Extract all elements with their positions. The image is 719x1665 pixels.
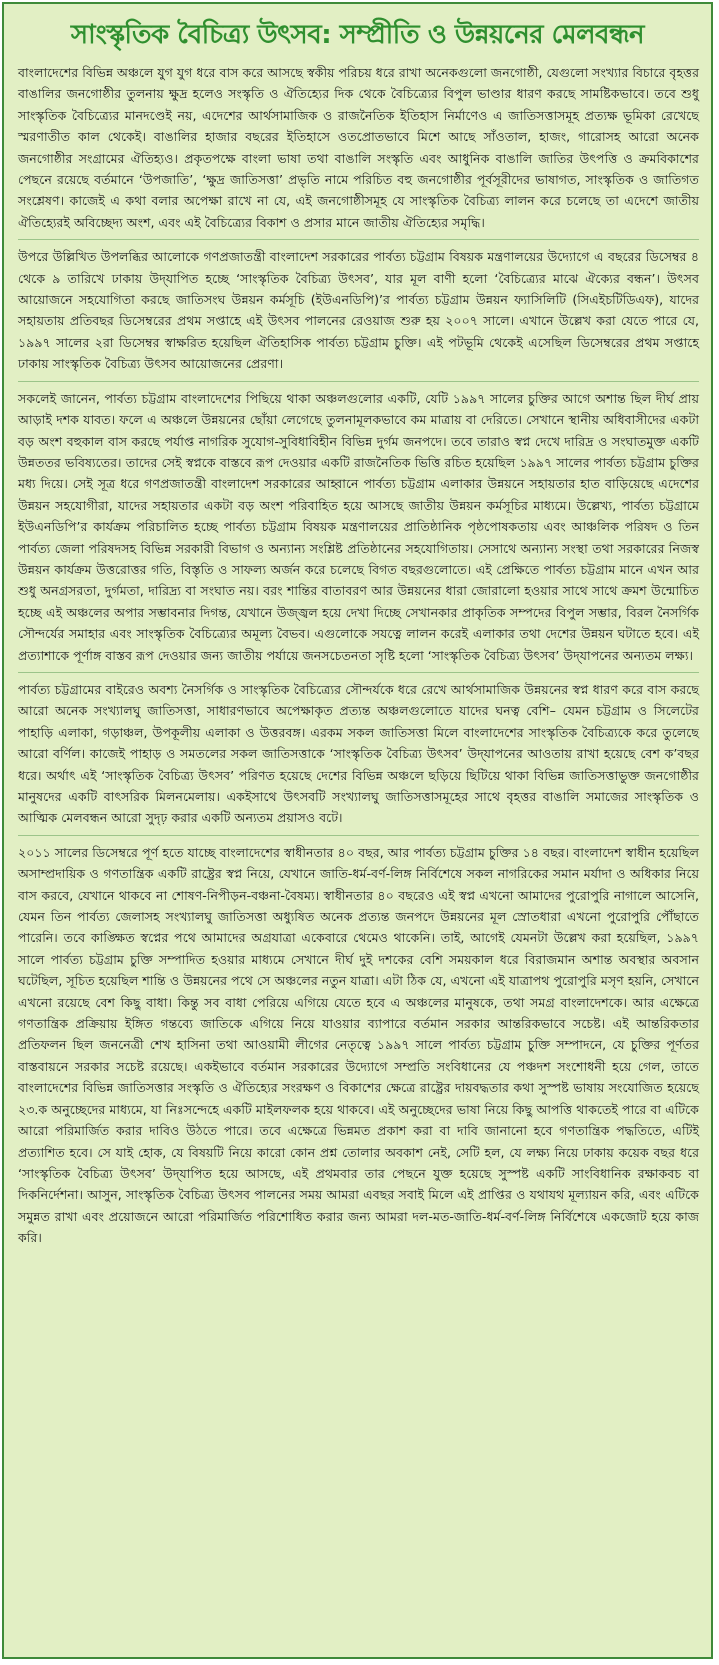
- paragraph-2: উপরে উল্লিখিত উপলব্ধির আলোকে গণপ্রজাতন্ত্রী বাংলাদেশ সরকারের পার্বত্য চট্টগ্রাম বিষয়ক মন্ত্রণালয়ের উদ্যোগে এ বছরের ডিসেম্বর ৪ থেকে ৯ তারিখে ঢাকায় উদ্‌যাপিত হচ্ছে ‘সাংস্কৃতিক বৈচিত্র্য উৎসব’, যার মূল বাণী হলো ‘বৈচিত্র্যের মাঝে ঐক্যের বন্ধন’। উৎসব আয়োজনে সহযোগিতা করছে জাতিসংঘ উন্নয়ন কর্মসূচি (ইউএনডিপি)’র পার্বত্য চট্টগ্রাম উন্নয়ন ফ্যাসিলিটি (সিএইচটিডিএফ), যাদের সহায়তায় প্রতিবছর ডিসেম্বরের প্রথম সপ্তাহে এই উৎসব পালনের রেওয়াজ শুরু হয় ২০০৭ সালে। এখানে উল্লেখ করা যেতে পারে যে, ১৯৯৭ সালের ২রা ডিসেম্বর স্বাক্ষরিত হয়েছিল ঐতিহাসিক পার্বত্য চট্টগ্রাম চুক্তি। এই পটভূমি থেকেই এসেছিল ডিসেম্বরের প্রথম সপ্তাহে ঢাকায় সাংস্কৃতিক বৈচিত্র্য উৎসব আয়োজনের প্রেরণা।: [18, 249, 699, 372]
- paragraph-3: সকলেই জানেন, পার্বত্য চট্টগ্রাম বাংলাদেশের পিছিয়ে থাকা অঞ্চলগুলোর একটি, যেটি ১৯৯৭ সালের চুক্তির আগে অশান্ত ছিল দীর্ঘ প্রায় আড়াই দশক যাবত। ফলে এ অঞ্চলে উন্নয়নের ছোঁয়া লেগেছে তুলনামূলকভাবে কম মাত্রায় বা দেরিতে। সেখানে স্থানীয় অধিবাসীদের একটা বড় অংশ বহুকাল বাস করছে পর্যাপ্ত নাগরিক সুযোগ-সুবিধাবিহীন বিভিন্ন দুর্গম জনপদে। তবে তারাও স্বপ্ন দেখে দারিদ্র ও সংঘাতমুক্ত একটি উন্নততর ভবিষ্যতের। তাদের সেই স্বপ্নকে বাস্তবে রূপ দেওয়ার একটি রাজনৈতিক ভিত্তি রচিত হয়েছিল ১৯৯৭ সালের পার্বত্য চট্টগ্রাম চুক্তির মধ্য দিয়ে। সেই সূত্র ধরে গণপ্রজাতন্ত্রী বাংলাদেশ সরকারের আহ্বানে পার্বত্য চট্টগ্রাম এলাকার উন্নয়নে সহায়তার হাত বাড়িয়েছে এদেশের উন্নয়ন সহযোগীরা, যাদের সহায়তার একটা বড় অংশ পরিবাহিত হয়ে আসছে জাতীয় উন্নয়ন কর্মসূচির মাধ্যমে। উল্লেখ্য, পার্বত্য চট্টগ্রামে ইউএনডিপি’র কার্যক্রম পরিচালিত হচ্ছে পার্বত্য চট্টগ্রাম বিষয়ক মন্ত্রণালয়ের প্রাতিষ্ঠানিক পৃষ্ঠপোষকতায় এবং আঞ্চলিক পরিষদ ও তিন পার্বত্য জেলা পরিষদসহ বিভিন্ন সরকারী বিভাগ ও অন্যান্য সংশ্লিষ্ট প্রতিষ্ঠানের সহযোগিতায়। সেসাথে অন্যান্য সংস্থা তথা সরকারের নিজস্ব উন্নয়ন কার্যক্রম উত্তরোত্তর গতি, বিস্তৃতি ও সাফল্য অর্জন করে চলেছে বিগত বছরগুলোতে। এই প্রেক্ষিতে পার্বত্য চট্টগ্রাম মানে এখন আর শুধু অনগ্রসরতা, দুর্গমতা, দারিদ্র্য বা সংঘাত নয়। বরং শান্তির বাতাবরণ আর উন্নয়নের ধারা জোরালো হওয়ার সাথে সাথে ক্রমশ উন্মোচিত হচ্ছে এই অঞ্চলের অপার সম্ভাবনার দিগন্ত, যেখানে উজ্জ্বল হয়ে দেখা দিচ্ছে সেখানকার প্রাকৃতিক সম্পদের বিপুল সম্ভার, বিরল নৈসর্গিক সৌন্দর্যের সমাহার এবং সাংস্কৃতিক বৈচিত্র্যের অমূল্য বৈভব। এগুলোকে সযত্নে লালন করেই এলাকার তথা দেশের উন্নয়ন ঘটাতে হবে। এই প্রত্যাশাকে পূর্ণাঙ্গ বাস্তব রূপ দেওয়ার জন্য জাতীয় পর্যায়ে জনসচেতনতা সৃষ্টি হলো ‘সাংস্কৃতিক বৈচিত্র্য উৎসব’ উদ্‌যাপনের অন্যতম লক্ষ্য।: [18, 390, 699, 663]
- paragraph-divider: [18, 239, 699, 240]
- article-page: [2, 2, 713, 1659]
- paragraph-4: পার্বত্য চট্টগ্রামের বাইরেও অবশ্য নৈসর্গিক ও সাংস্কৃতিক বৈচিত্র্যের সৌন্দর্যকে ধরে রেখে আর্থসামাজিক উন্নয়নের স্বপ্ন ধারণ করে বাস করছে আরো অনেক সংখ্যালঘু জাতিসত্তা, সাধারণভাবে অপেক্ষাকৃত প্রত্যন্ত অঞ্চলগুলোতে যাদের ঘনত্ব বেশি– যেমন চট্টগ্রাম ও সিলেটের পাহাড়ি এলাকা, গড়াঞ্চল, উপকূলীয় এলাকা ও উত্তরবঙ্গ। এরকম সকল জাতিসত্তা মিলে বাংলাদেশের সাংস্কৃতিক বৈচিত্র্যকে করে তুলেছে আরো বর্ণিল। কাজেই পাহাড় ও সমতলের সকল জাতিসত্তাকে ‘সাংস্কৃতিক বৈচিত্র্য উৎসব’ উদ্‌যাপনের আওতায় রাখা হয়েছে বেশ ক’বছর ধরে। অর্থাৎ এই ‘সাংস্কৃতিক বৈচিত্র্য উৎসব’ পরিণত হয়েছে দেশের বিভিন্ন অঞ্চলে ছড়িয়ে ছিটিয়ে থাকা বিভিন্ন জাতিসত্তাভুক্ত জনগোষ্ঠীর মানুষদের একটি বাৎসরিক মিলনমেলায়। একইসাথে উৎসবটি সংখ্যালঘু জাতিসত্তাসমূহের সাথে বৃহত্তর বাঙালি সমাজের সাংস্কৃতিক ও আত্মিক মেলবন্ধন আরো সুদৃঢ় করার একটি অন্যতম প্রয়াসও বটে।: [18, 681, 699, 826]
- paragraph-divider: [18, 835, 699, 836]
- article-body: [4, 62, 711, 1249]
- paragraph-divider: [18, 381, 699, 382]
- paragraph-divider: [18, 672, 699, 673]
- paragraph-1: বাংলাদেশের বিভিন্ন অঞ্চলে যুগ যুগ ধরে বাস করে আসছে স্বকীয় পরিচয় ধরে রাখা অনেকগুলো জনগোষ্ঠী, যেগুলো সংখ্যার বিচারে বৃহত্তর বাঙালির জনগোষ্ঠীর তুলনায় ক্ষুদ্র হলেও সংস্কৃতি ও ঐতিহ্যের দিক থেকে বৈচিত্র্যের বিপুল ভাণ্ডার ধারণ করছে সামষ্টিকভাবে। তবে শুধু সাংস্কৃতিক বৈচিত্র্যের মানদণ্ডেই নয়, এদেশের আর্থসামাজিক ও রাজনৈতিক ইতিহাস নির্মাণেও এ জাতিসত্তাসমূহ প্রত্যক্ষ ভূমিকা রেখেছে স্মরণাতীত কাল থেকেই। বাঙালির হাজার বছরের ইতিহাসে ওতপ্রোতভাবে মিশে আছে সাঁওতাল, হাজং, গারোসহ আরো অনেক জনগোষ্ঠীর সংগ্রামের ঐতিহ্যও। প্রকৃতপক্ষে বাংলা ভাষা তথা বাঙালি সংস্কৃতি এবং আধুনিক বাঙালি জাতির উৎপত্তি ও ক্রমবিকাশের পেছনে রয়েছে বর্তমানে ‘উপজাতি’, ‘ক্ষুদ্র জাতিসত্তা’ প্রভৃতি নামে পরিচিত বহু জনগোষ্ঠীর পূর্বসূরীদের ভাষাগত, সাংস্কৃতিক ও জাতিগত সংশ্লেষণ। কাজেই এ কথা বলার অপেক্ষা রাখে না যে, এই জনগোষ্ঠীসমূহ যে সাংস্কৃতিক বৈচিত্র্য লালন করে চলেছে তা এদেশে জাতীয় ঐতিহ্যেরই অবিচ্ছেদ্য অংশ, এবং এই বৈচিত্র্যের বিকাশ ও প্রসার মানে জাতীয় ঐতিহ্যের সমৃদ্ধি।: [18, 65, 699, 230]
- paragraph-5: ২০১১ সালের ডিসেম্বরে পূর্ণ হতে যাচ্ছে বাংলাদেশের স্বাধীনতার ৪০ বছর, আর পার্বত্য চট্টগ্রাম চুক্তির ১৪ বছর। বাংলাদেশ স্বাধীন হয়েছিল অসাম্প্রদায়িক ও গণতান্ত্রিক একটি রাষ্ট্রের স্বপ্ন নিয়ে, যেখানে জাতি-ধর্ম-বর্ণ-লিঙ্গ নির্বিশেষে সকল নাগরিকের সমান মর্যাদা ও অধিকার নিয়ে বাস করবে, যেখানে থাকবে না শোষণ-নিপীড়ন-বঞ্চনা-বৈষম্য। স্বাধীনতার ৪০ বছরেও এই স্বপ্ন এখনো আমাদের পুরোপুরি নাগালে আসেনি, যেমন তিন পার্বত্য জেলাসহ সংখ্যালঘু জাতিসত্তা অধ্যুষিত অনেক প্রত্যন্ত জনপদে উন্নয়নের মূল স্রোতধারা এখনো পুরোপুরি পৌঁছাতে পারেনি। তবে কাঙ্ক্ষিত স্বপ্নের পথে আমাদের অগ্রযাত্রা একেবারে থেমেও থাকেনি। তাই, আগেই যেমনটা উল্লেখ করা হয়েছিল, ১৯৯৭ সালে পার্বত্য চট্টগ্রাম চুক্তি সম্পাদিত হওয়ার মাধ্যমে সেখানে দীর্ঘ দুই দশকের বেশি সময়কাল ধরে বিরাজমান অশান্ত অবস্থার অবসান ঘটেছিল, সূচিত হয়েছিল শান্তি ও উন্নয়নের পথে সে অঞ্চলের নতুন যাত্রা। এটা ঠিক যে, এখনো এই যাত্রাপথ পুরোপুরি মসৃণ হয়নি, সেখানে এখনো রয়েছে বেশ কিছু বাধা। কিন্তু সব বাধা পেরিয়ে এগিয়ে যেতে হবে এ অঞ্চলের মানুষকে, তথা সমগ্র বাংলাদেশকে। আর এক্ষেত্রে গণতান্ত্রিক প্রক্রিয়ায় ইঙ্গিত গন্তব্যে জাতিকে এগিয়ে নিয়ে যাওয়ার ব্যাপারে বর্তমান সরকার আন্তরিকভাবে সচেষ্ট। এই আন্তরিকতার প্রতিফলন ছিল জননেত্রী শেখ হাসিনা তথা আওয়ামী লীগের নেতৃত্বে ১৯৯৭ সালে পার্বত্য চট্টগ্রাম চুক্তি সম্পাদনে, যে চুক্তির পূর্ণতর বাস্তবায়নে সরকার সচেষ্ট রয়েছে। একইভাবে বর্তমান সরকারের উদ্যোগে সম্প্রতি সংবিধানের যে পঞ্চদশ সংশোধনী হয়ে গেল, তাতে বাংলাদেশের বিভিন্ন জাতিসত্তার সংস্কৃতি ও ঐতিহ্যের সংরক্ষণ ও বিকাশের ক্ষেত্রে রাষ্ট্রের দায়বদ্ধতার কথা সুস্পষ্ট ভাষায় সংযোজিত হয়েছে ২৩.ক অনুচ্ছেদের মাধ্যমে, যা নিঃসন্দেহে একটি মাইলফলক হয়ে থাকবে। এই অনুচ্ছেদের ভাষা নিয়ে কিছু আপত্তি থাকতেই পারে বা এটিকে আরো পরিমার্জিত করার দাবিও উঠতে পারে। তবে এক্ষেত্রে ভিন্নমত প্রকাশ করা বা দাবি জানানো হবে গণতান্ত্রিক পদ্ধতিতে, এটিই প্রত্যাশিত হবে। সে যাই হোক, যে বিষয়টি নিয়ে কারো কোন প্রশ্ন তোলার অবকাশ নেই, সেটি হল, যে লক্ষ্য নিয়ে ঢাকায় কয়েক বছর ধরে ‘সাংস্কৃতিক বৈচিত্র্য উৎসব’ উদ্‌যাপিত হয়ে আসছে, এই প্রথমবার তার পেছনে যুক্ত হয়েছে সুস্পষ্ট একটি সাংবিধানিক রক্ষাকবচ বা দিকনির্দেশনা। আসুন, সাংস্কৃতিক বৈচিত্র্য উৎসব পালনের সময় আমরা এবছর সবাই মিলে এই প্রাপ্তির ও যথাযথ মূল্যায়ন করি, এবং এটিকে সমুন্নত রাখা এবং প্রয়োজনে আরো পরিমার্জিত পরিশোধিত করার জন্য আমরা দল-মত-জাতি-ধর্ম-বর্ণ-লিঙ্গ নির্বিশেষে একজোট হয়ে কাজ করি।: [18, 844, 699, 1246]
- article-title: সাংস্কৃতিক বৈচিত্র্য উৎসব: সম্প্রীতি ও উন্নয়নের মেলবন্ধন: [70, 20, 645, 50]
